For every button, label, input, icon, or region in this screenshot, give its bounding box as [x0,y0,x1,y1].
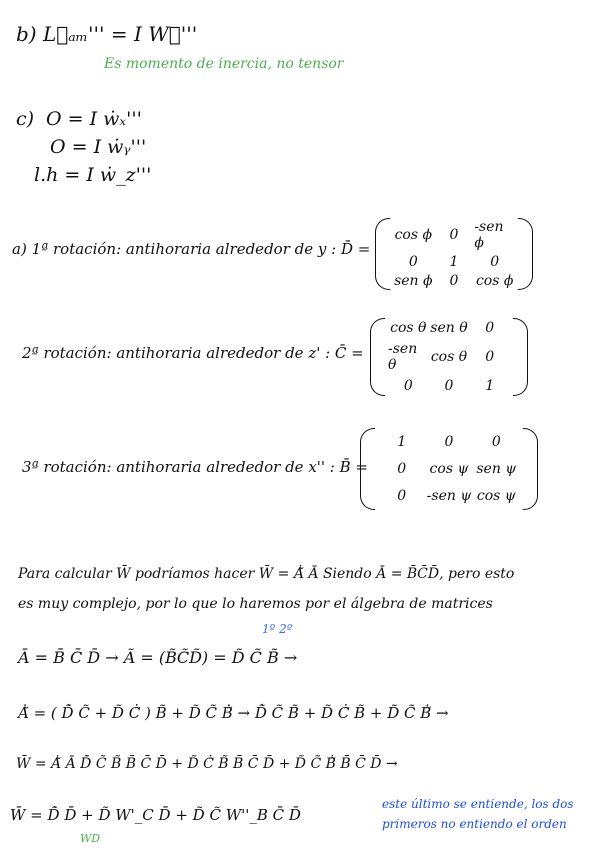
matrix-c-cell: 1 [485,377,495,394]
matrix-b-cell: sen ψ [476,460,517,477]
part-c-label: c) [16,108,35,130]
matrix-d-cell: 0 [449,272,459,289]
matrix-d-cell: sen ϕ [394,272,433,289]
matrix-c-cell: -sen θ [388,340,418,373]
matrix-d [375,218,533,290]
matrix-c-cell: cos θ [430,348,468,365]
rotation-2-label: 2ª rotación: antihoraria alrededor de z' : C̄ = [22,344,364,362]
matrix-c-cell: cos θ [390,320,427,337]
calc-intro-line-2: es muy complejo, por lo que lo haremos por el álgebra de matrices [18,596,493,612]
calc-step-3: W̄ = Ȧ̃ Ā D̃̇ C̃ B̃ B̄ C̄ D̄ + D̃ Ċ̃ B̃ B̄ C̄ D̄ + D̃ C̃ Ḃ̃ B̄ C̄ D̄ → [16,756,398,772]
matrix-b-cell: 0 [397,488,407,505]
matrix-d-cell: 0 [490,253,500,270]
matrix-b-cell: cos ψ [429,460,469,477]
matrix-d-cell: 1 [449,253,459,270]
part-b-note: Es momento de inercia, no tensor [104,56,344,72]
calc-step-4: W̄ = D̃̇ D̄ + D̃ W'_C D̄ + D̃ C̃ W''_B C̄ D̄ [10,806,301,824]
rotation-order-labels: 1º 2º [262,622,293,636]
matrix-d-cell: cos ϕ [394,227,433,244]
part-c-line-1: O = I ẇₓ''' [46,108,142,130]
matrix-b-cell: 0 [397,460,407,477]
matrix-c-cell: sen θ [430,320,468,337]
matrix-b-cell: 0 [491,433,501,450]
matrix-b [360,428,538,510]
matrix-b-cell: -sen ψ [426,488,472,505]
matrix-d-cell: cos ϕ [475,272,514,289]
matrix-c-cell: 0 [444,377,454,394]
part-c-line-3: l.h = I ẇ_z''' [34,164,152,186]
calc-intro-line-1: Para calcular W̄ podríamos hacer W̄ = Ȧ̃ Ā Siendo Ā = B̄C̄D̄, pero esto [18,566,515,582]
rotation-3-label: 3ª rotación: antihoraria alrededor de x'' : B̄ = [22,458,368,476]
handwritten-comment: este último se entiende, los dos primeros no entiendo el orden [382,797,574,831]
calc-step-2: Ȧ̃ = ( D̃̇ C̃ + D̃ Ċ̃ ) B̃ + D̃ C̃ Ḃ̃ → D̃̇ C̃ B̃ + D̃ Ċ̃ B̃ + D̃ C̃ Ḃ̃ → [18,704,449,722]
matrix-b-cell: 1 [397,433,407,450]
matrix-c-cell: 0 [403,377,413,394]
matrix-c-cell: 0 [485,348,495,365]
part-b-equation: b) L⃗ₐₘ''' = I W⃗''' [16,22,198,46]
rotation-1-label: a) 1ª rotación: antihoraria alrededor de y : D̄ = [12,240,371,258]
matrix-c-cell: 0 [485,320,495,337]
matrix-d-cell: -sen ϕ [474,219,504,252]
part-c-line-2: O = I ẇᵧ''' [50,136,147,158]
matrix-d-cell: 0 [408,253,418,270]
matrix-b-cell: cos ψ [476,488,516,505]
wd-underlabel: WD [80,832,101,845]
calc-step-1: Ā = B̄ C̄ D̄ → Ã = (B̃C̃D̃) = D̃ C̃ B̃ → [18,648,298,667]
matrix-b-cell: 0 [444,433,454,450]
matrix-c [370,318,528,396]
matrix-d-cell: 0 [449,227,459,244]
